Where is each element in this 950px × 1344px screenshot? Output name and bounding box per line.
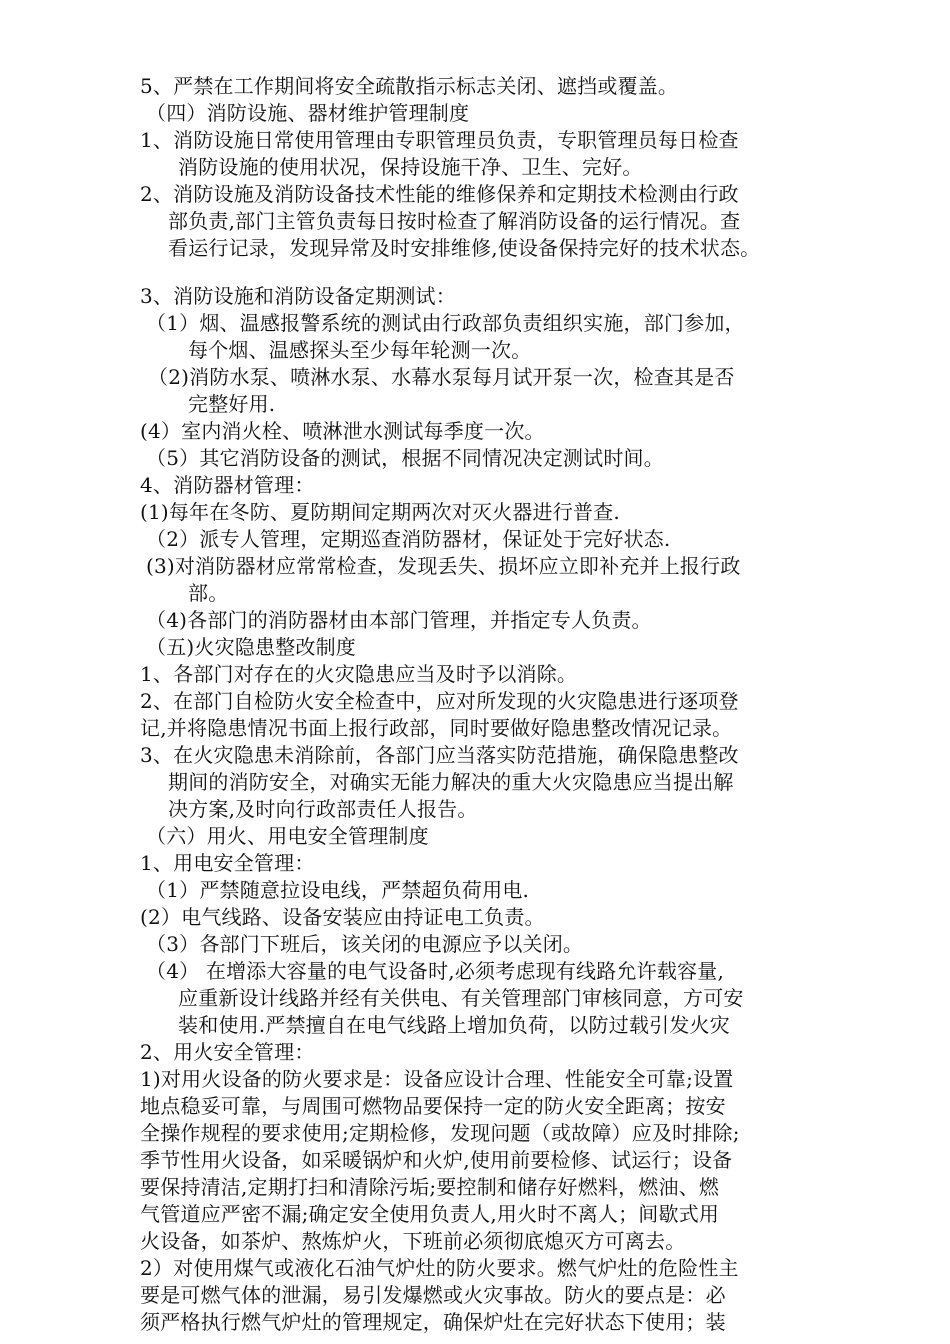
text-line: 期间的消防安全，对确实无能力解决的重大火灾隐患应当提出解 — [168, 770, 734, 794]
text-line: 季节性用火设备，如采暖锅炉和火炉,使用前要检修、试运行；设备 — [140, 1148, 733, 1172]
text-line: （2）派专人管理，定期巡查消防器材，保证处于完好状态. — [146, 527, 671, 551]
text-line: 消防设施的使用状况，保持设施干净、卫生、完好。 — [178, 155, 643, 179]
text-line: 完整好用. — [188, 392, 276, 416]
text-line: 须严格执行燃气炉灶的管理规定，确保炉灶在完好状态下使用；装 — [140, 1310, 726, 1334]
section-heading: （四）消防设施、器材维护管理制度 — [146, 101, 470, 125]
text-line: 1、各部门对存在的火灾隐患应当及时予以消除。 — [140, 662, 578, 686]
text-line: 2、用火安全管理： — [140, 1040, 315, 1064]
section-heading: （六）用火、用电安全管理制度 — [146, 824, 429, 848]
text-line: 2）对使用煤气或液化石油气炉灶的防火要求。燃气炉灶的危险性主 — [140, 1256, 739, 1280]
text-line: (2）电气线路、设备安装应由持证电工负责。 — [140, 905, 545, 929]
section-heading: （五)火灾隐患整改制度 — [146, 635, 357, 659]
text-line: （4） 在增添大容量的电气设备时,必须考虑现有线路允许载容量, — [146, 959, 724, 983]
text-line: 部负责,部门主管负责每日按时检查了解消防设备的运行情况。查 — [168, 209, 741, 233]
text-line: 决方案,及时向行政部责任人报告。 — [168, 797, 478, 821]
text-line: 3、消防设施和消防设备定期测试： — [140, 284, 456, 308]
text-line: 要保持清洁,定期打扫和清除污垢;要控制和储存好燃料，燃油、燃 — [140, 1175, 720, 1199]
text-line: 2、消防设施及消防设备技术性能的维修保养和定期技术检测由行政 — [140, 182, 739, 206]
text-line: 1)对用火设备的防火要求是：设备应设计合理、性能安全可靠;设置 — [140, 1067, 734, 1091]
text-line: （4)各部门的消防器材由本部门管理，并指定专人负责。 — [146, 608, 652, 632]
text-line: 5、严禁在工作期间将安全疏散指示标志关闭、遮挡或覆盖。 — [140, 74, 679, 98]
text-line: （1）严禁随意拉设电线，严禁超负荷用电. — [146, 878, 530, 902]
text-line: 1、消防设施日常使用管理由专职管理员负责，专职管理员每日检查 — [140, 128, 739, 152]
text-line: 3、在火灾隐患未消除前，各部门应当落实防范措施，确保隐患整改 — [140, 743, 739, 767]
text-line: （2)消防水泵、喷淋水泵、水幕水泵每月试开泵一次，检查其是否 — [148, 365, 735, 389]
text-line: 应重新设计线路并经有关供电、有关管理部门审核同意，方可安 — [178, 986, 744, 1010]
text-line: 全操作规程的要求使用;定期检修，发现问题（或故障）应及时排除; — [140, 1121, 740, 1145]
text-line: 1、用电安全管理： — [140, 851, 315, 875]
text-line: 每个烟、温感探头至少每年轮测一次。 — [188, 338, 532, 362]
text-line: 要是可燃气体的泄漏，易引发爆燃或火灾事故。防火的要点是：必 — [140, 1283, 726, 1307]
text-line: 气管道应严密不漏;确定安全使用负责人,用火时不离人；间歇式用 — [140, 1202, 720, 1226]
text-line: 2、在部门自检防火安全检查中，应对所发现的火灾隐患进行逐项登 — [140, 689, 739, 713]
text-line: 火设备，如茶炉、熬炼炉火，下班前必须彻底熄灭方可离去。 — [140, 1229, 686, 1253]
text-line: 装和使用.严禁擅自在电气线路上增加负荷，以防过载引发火灾 — [178, 1013, 730, 1037]
text-line: 地点稳妥可靠，与周围可燃物品要保持一定的防火安全距离；按安 — [140, 1094, 726, 1118]
text-line: (4）室内消火栓、喷淋泄水测试每季度一次。 — [140, 419, 545, 443]
text-line: (1)每年在冬防、夏防期间定期两次对灭火器进行普查. — [140, 500, 620, 524]
text-line: 记,并将隐患情况书面上报行政部，同时要做好隐患整改情况记录。 — [140, 716, 733, 740]
text-line: 看运行记录，发现异常及时安排维修,使设备保持完好的技术状态。 — [168, 236, 761, 260]
text-line: （5）其它消防设备的测试，根据不同情况决定测试时间。 — [146, 446, 664, 470]
text-line: (3)对消防器材应常常检查，发现丢失、损坏应立即补充并上报行政 — [146, 554, 741, 578]
text-line: 4、消防器材管理： — [140, 473, 315, 497]
text-line: （3）各部门下班后，该关闭的电源应予以关闭。 — [146, 932, 584, 956]
text-line: 部。 — [188, 581, 229, 605]
text-line: （1）烟、温感报警系统的测试由行政部负责组织实施，部门参加， — [146, 311, 745, 335]
